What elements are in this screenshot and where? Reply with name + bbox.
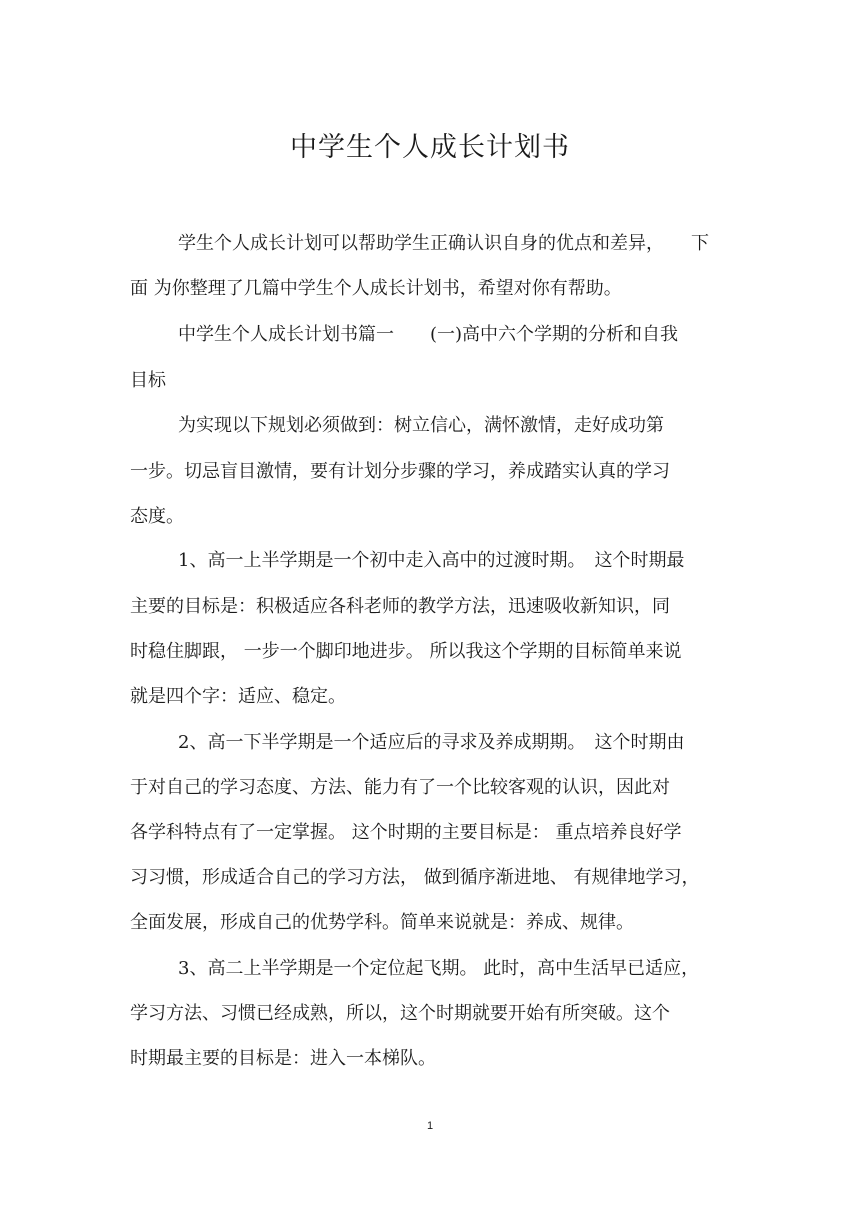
paragraph-line: 一步。切忌盲目激情，要有计划分步骤的学习，养成踏实认真的学习 bbox=[130, 461, 670, 482]
paragraph-line: 2、高一下半学期是一个适应后的寻求及养成期期。 这个时期由 bbox=[178, 732, 685, 753]
paragraph-line: 中学生个人成长计划书篇一 (一)高中六个学期的分析和自我 bbox=[178, 324, 679, 345]
paragraph-line: 时期最主要的目标是：进入一本梯队。 bbox=[130, 1048, 436, 1069]
paragraph-line: 时稳住脚跟， 一步一个脚印地进步。 所以我这个学期的目标简单来说 bbox=[130, 641, 682, 662]
paragraph-line: 各学科特点有了一定掌握。 这个时期的主要目标是： 重点培养良好学 bbox=[130, 822, 682, 843]
paragraph-line: 主要的目标是：积极适应各科老师的教学方法，迅速吸收新知识，同 bbox=[130, 596, 670, 617]
paragraph-line: 学生个人成长计划可以帮助学生正确认识自身的优点和差异， 下 bbox=[178, 233, 709, 254]
page-number: 1 bbox=[426, 1120, 434, 1132]
paragraph-line: 习习惯，形成适合自己的学习方法， 做到循序渐进地、 有规律地学习， bbox=[130, 867, 700, 888]
paragraph-line: 就是四个字：适应、稳定。 bbox=[130, 686, 346, 707]
paragraph-line: 于对自己的学习态度、方法、能力有了一个比较客观的认识，因此对 bbox=[130, 777, 670, 798]
paragraph-line: 目标 bbox=[130, 370, 166, 391]
paragraph-line: 全面发展，形成自己的优势学科。简单来说就是：养成、规律。 bbox=[130, 912, 634, 933]
document-title: 中学生个人成长计划书 bbox=[290, 132, 570, 163]
paragraph-line: 3、高二上半学期是一个定位起飞期。 此时，高中生活早已适应， bbox=[178, 958, 700, 979]
paragraph-line: 为实现以下规划必须做到：树立信心，满怀激情，走好成功第 bbox=[178, 415, 664, 436]
paragraph-line: 1、高一上半学期是一个初中走入高中的过渡时期。 这个时期最 bbox=[178, 550, 685, 571]
paragraph-line: 学习方法、习惯已经成熟，所以，这个时期就要开始有所突破。这个 bbox=[130, 1003, 670, 1024]
paragraph-line: 面 为你整理了几篇中学生个人成长计划书，希望对你有帮助。 bbox=[130, 278, 622, 299]
paragraph-line: 态度。 bbox=[130, 506, 184, 527]
